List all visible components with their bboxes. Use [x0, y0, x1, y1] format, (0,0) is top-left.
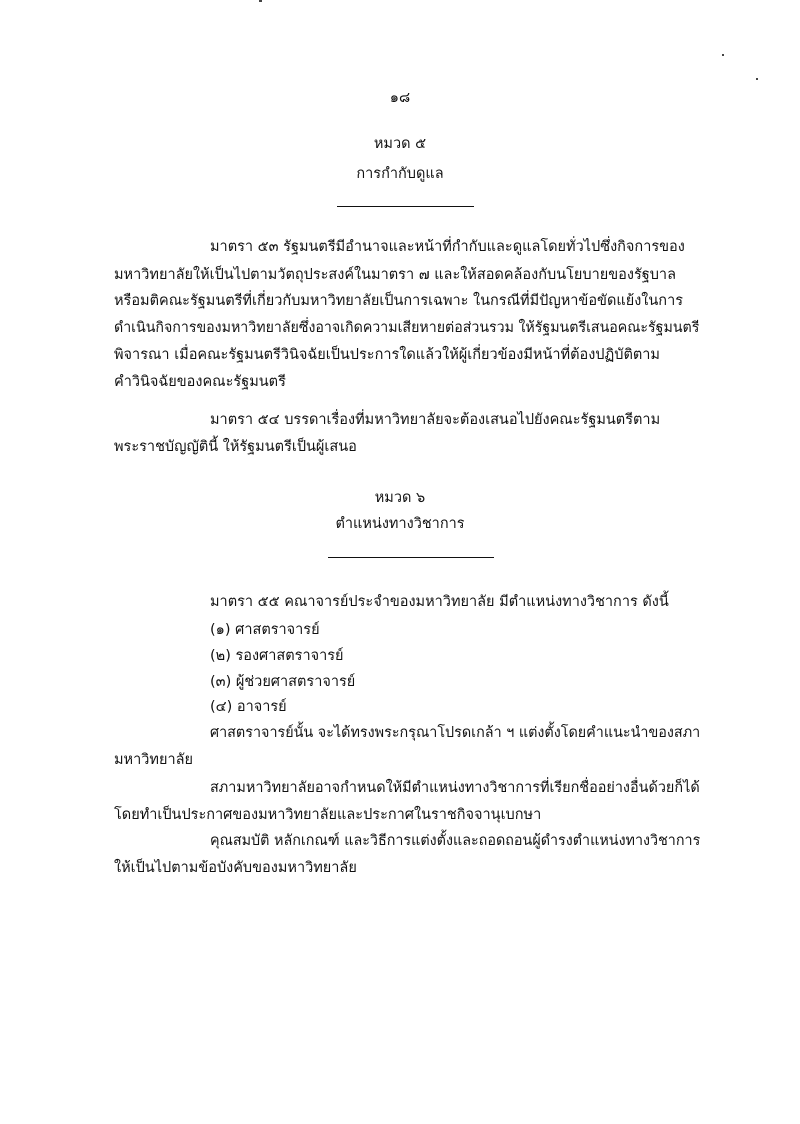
- section53-line: ดำเนินกิจการของมหาวิทยาลัยซึ่งอาจเกิดความเสียหายต่อส่วนรวม ให้รัฐมนตรีเสนอคณะรัฐมนตรี: [114, 320, 700, 336]
- other-titles-text: สภามหาวิทยาลัยอาจกำหนดให้มีตำแหน่งทางวิชาการที่เรียกชื่ออย่างอื่นด้วยก็ได้: [210, 780, 700, 796]
- chapter5-title: การกำกับดูแล: [356, 166, 444, 182]
- page-number: ๑๘: [389, 90, 411, 106]
- section55-intro: มาตรา ๕๕ คณาจารย์ประจำของมหาวิทยาลัย มีตำแหน่งทางวิชาการ ดังนี้: [210, 594, 669, 610]
- professor-appointment-text: มหาวิทยาลัย: [114, 752, 193, 768]
- section53-line: พิจารณา เมื่อคณะรัฐมนตรีวินิจฉัยเป็นประการใดแล้วให้ผู้เกี่ยวข้องมีหน้าที่ต้องปฏิบัติตาม: [114, 347, 660, 363]
- rank-item: (๑) ศาสตราจารย์: [210, 622, 320, 638]
- qualifications-text: คุณสมบัติ หลักเกณฑ์ และวิธีการแต่งตั้งและถอดถอนผู้ดำรงตำแหน่งทางวิชาการ: [210, 833, 701, 849]
- chapter5-divider: [337, 206, 474, 207]
- rank-item: (๓) ผู้ช่วยศาสตราจารย์: [210, 674, 356, 690]
- section53-line: หรือมติคณะรัฐมนตรีที่เกี่ยวกับมหาวิทยาลัยเป็นการเฉพาะ ในกรณีที่มีปัญหาข้อขัดแย้งในการ: [114, 293, 683, 309]
- qualifications-text: ให้เป็นไปตามข้อบังคับของมหาวิทยาลัย: [114, 860, 357, 876]
- professor-appointment-text: ศาสตราจารย์นั้น จะได้ทรงพระกรุณาโปรดเกล้า ฯ แต่งตั้งโดยคำแนะนำของสภา: [210, 725, 701, 741]
- chapter6-title: ตำแหน่งทางวิชาการ: [335, 516, 465, 532]
- other-titles-text: โดยทำเป็นประกาศของมหาวิทยาลัยและประกาศในราชกิจจานุเบกษา: [114, 807, 542, 823]
- section53-line: มหาวิทยาลัยให้เป็นไปตามวัตถุประสงค์ในมาตรา ๗ และให้สอดคล้องกับนโยบายของรัฐบาล: [114, 267, 676, 283]
- scan-speck: [722, 54, 724, 56]
- rank-item: (๔) อาจารย์: [210, 699, 287, 715]
- section53-line: มาตรา ๕๓ รัฐมนตรีมีอำนาจและหน้าที่กำกับและดูแลโดยทั่วไปซึ่งกิจการของ: [210, 239, 685, 255]
- chapter6-heading: หมวด ๖: [374, 490, 426, 506]
- chapter5-heading: หมวด ๕: [373, 136, 427, 152]
- rank-item: (๒) รองศาสตราจารย์: [210, 648, 344, 664]
- section54-line: พระราชบัญญัตินี้ ให้รัฐมนตรีเป็นผู้เสนอ: [114, 439, 357, 455]
- chapter6-divider: [328, 557, 494, 558]
- section53-line: คำวินิจฉัยของคณะรัฐมนตรี: [114, 374, 286, 390]
- scan-speck: [259, 0, 262, 2]
- section54-line: มาตรา ๕๔ บรรดาเรื่องที่มหาวิทยาลัยจะต้องเสนอไปยังคณะรัฐมนตรีตาม: [210, 412, 661, 428]
- scan-speck: [756, 78, 758, 80]
